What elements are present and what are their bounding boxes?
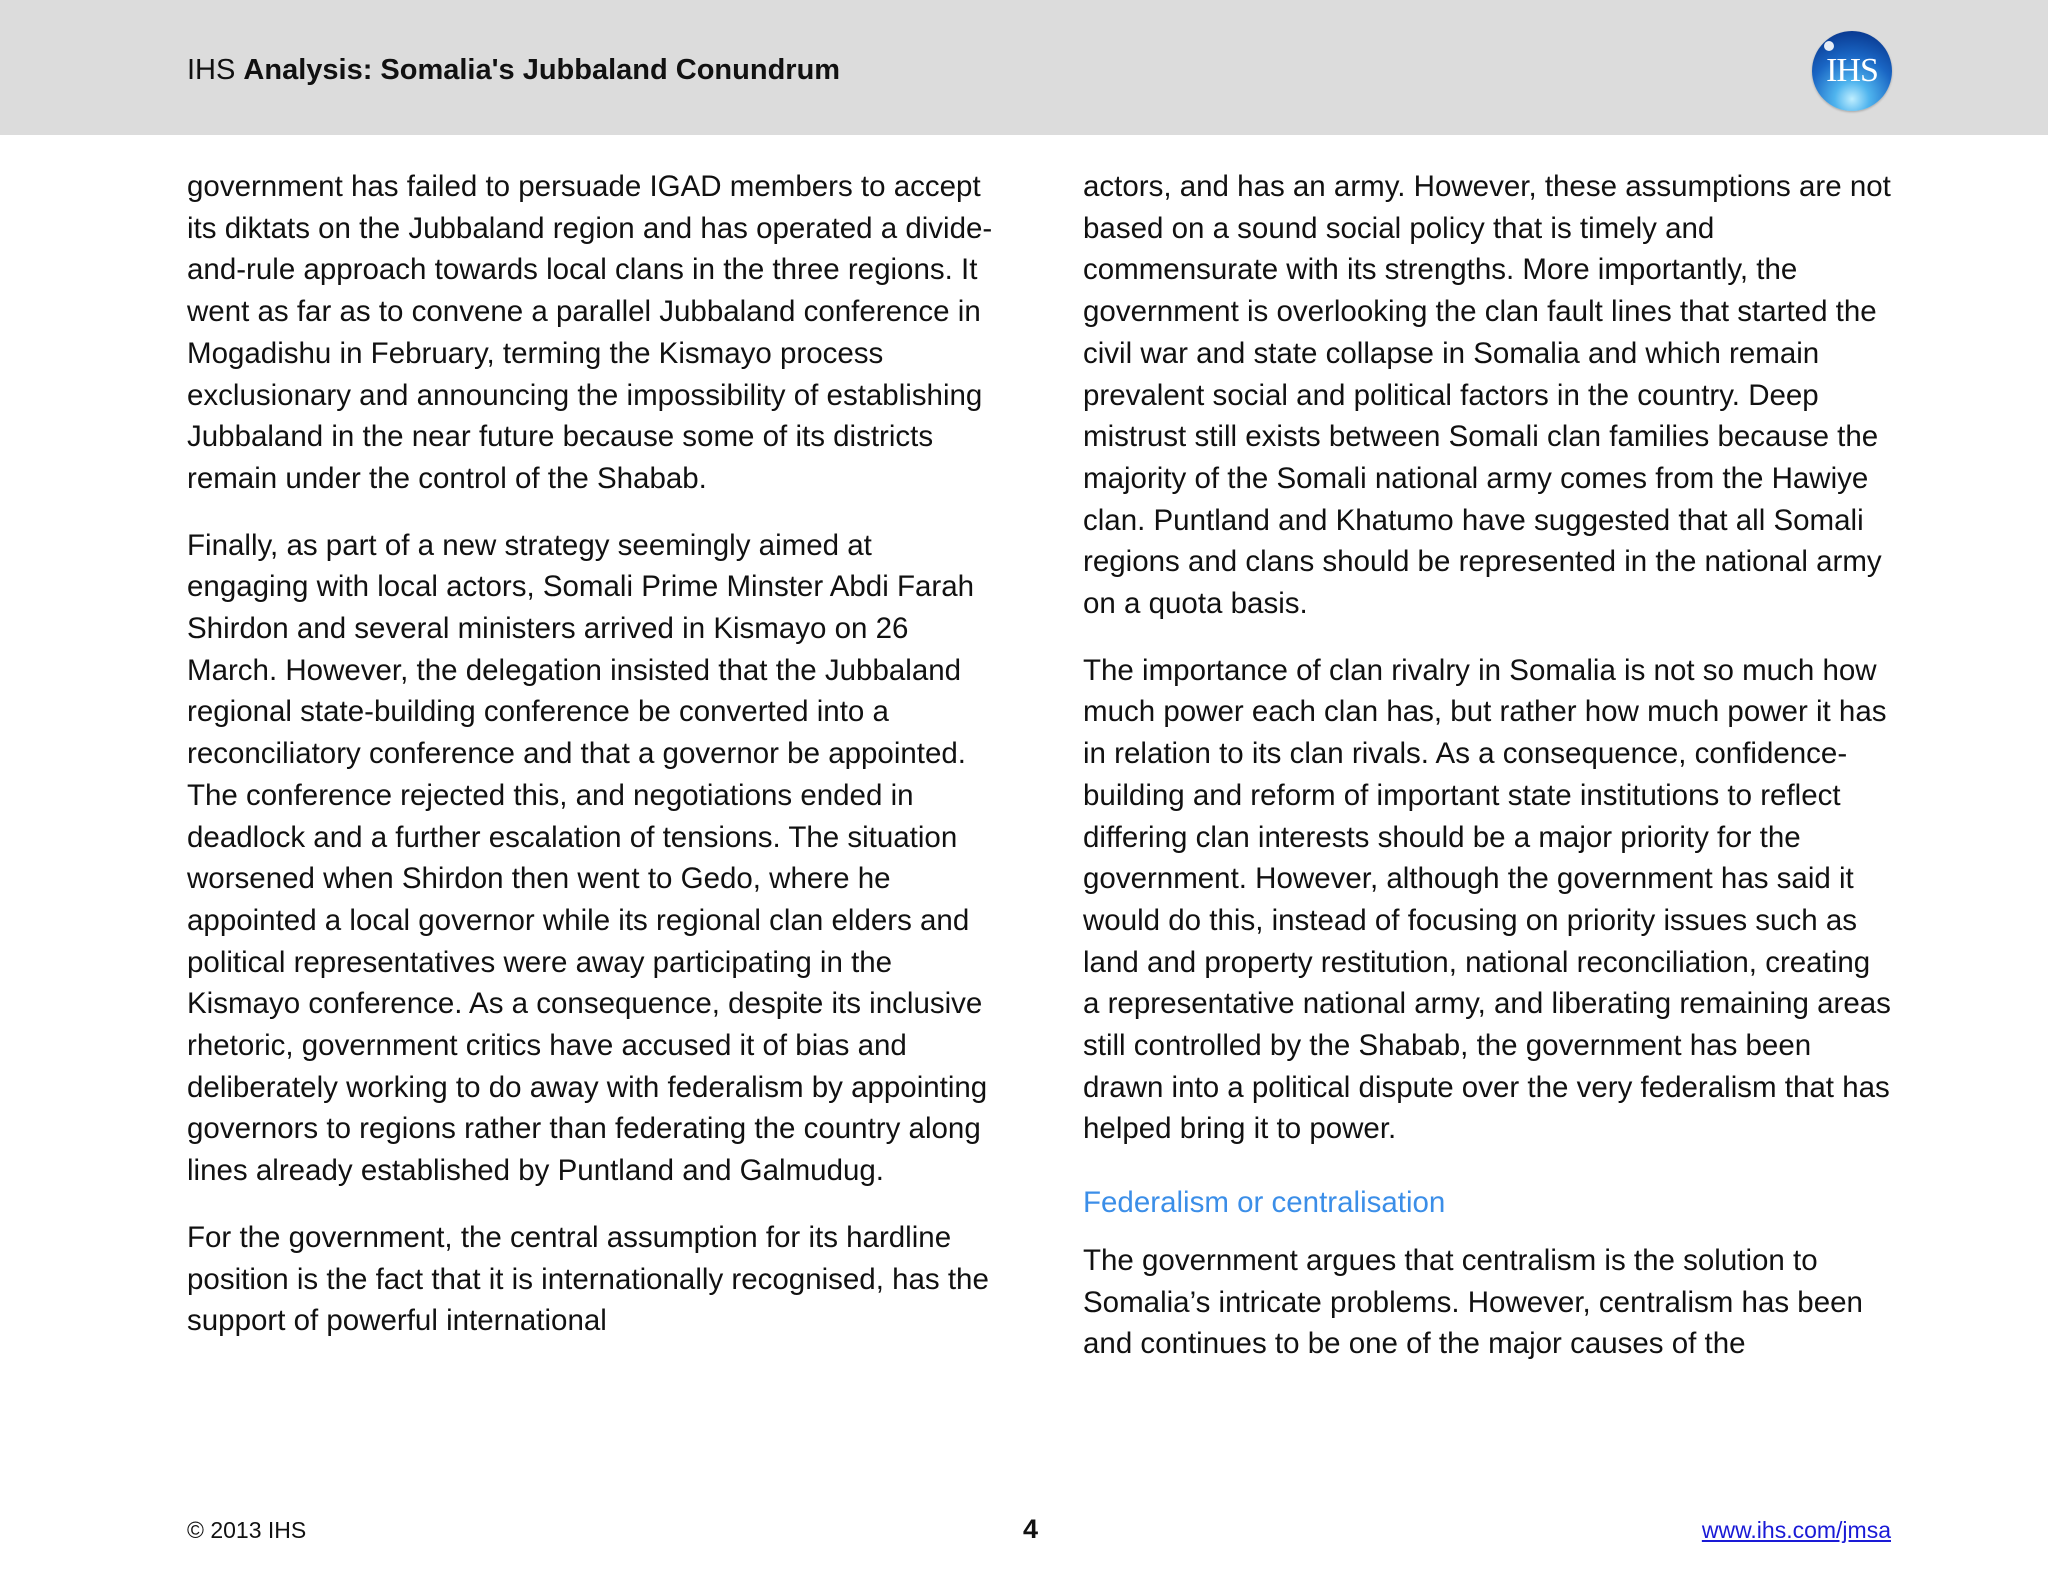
copyright: © 2013 IHS [187, 1517, 307, 1543]
website-link[interactable]: www.ihs.com/jmsa [1701, 1517, 1891, 1543]
ihs-globe-logo-icon [1812, 31, 1892, 111]
title-prefix: IHS [187, 54, 244, 86]
paragraph: government has failed to persuade IGAD members to accept its diktats on the Jubbaland region and has operated a divide-and-rule approach towards local clans in the three regions. It went as far as to convene a parallel Jubbaland conference in Mogadishu in February, terming the Kismayo process exclusionary and announcing the impossibility of establishing Jubbaland in the near future because some of its districts remain under the control of the Shabab. [187, 170, 993, 495]
paragraph: Finally, as part of a new strategy seemingly aimed at engaging with local actors, Somali Prime Minster Abdi Farah Shirdon and several ministers arrived in Kismayo on 26 March. However, the delegation insisted that the Jubbaland regional state-building conference be converted into a reconciliatory conference and that a governor be appointed. The conference rejected this, and negotiations ended in deadlock and a further escalation of tensions. The situation worsened when Shirdon then went to Gedo, where he appointed a local governor while its regional clan elders and political representatives were away participating in the Kismayo conference. As a consequence, despite its inclusive rhetoric, government critics have accused it of bias and deliberately working to do away with federalism by appointing governors to regions rather than federating the country along lines already established by Puntland and Galmudug. [187, 528, 988, 1188]
paragraph: The government argues that centralism is the solution to Somalia’s intricate problems. However, centralism has been and continues to be one of the major causes of the [1083, 1243, 1863, 1361]
paragraph: For the government, the central assumption for its hardline position is the fact that it is internationally recognised, has the support of powerful international [187, 1220, 989, 1338]
paragraph: actors, and has an army. However, these assumptions are not based on a sound social policy that is timely and commensurate with its strengths. More importantly, the government is overlooking the clan fault lines that started the civil war and state collapse in Somalia and which remain prevalent social and political factors in the country. Deep mistrust still exists between Somali clan families because the majority of the Somali national army comes from the Hawiye clan. Puntland and Khatumo have suggested that all Somali regions and clans should be represented in the national army on a quota basis. [1083, 170, 1891, 621]
page-footer [187, 1512, 1891, 1548]
left-column [187, 166, 997, 1367]
section-heading: Federalism or centralisation [1083, 1186, 1446, 1220]
page-number: 4 [1023, 1514, 1039, 1544]
page-header [0, 0, 2048, 135]
title-bold: Analysis: Somalia's Jubbaland Conundrum [243, 54, 841, 86]
paragraph: The importance of clan rivalry in Somalia is not so much how much power each clan has, but rather how much power it has in relation to its clan rivals. As a consequence, confidence-building and reform of important state institutions to reflect differing clan interests should be a major priority for the government. However, although the government has said it would do this, instead of focusing on priority issues such as land and property restitution, national reconciliation, creating a representative national army, and liberating remaining areas still controlled by the Shabab, the government has been drawn into a political dispute over the very federalism that has helped bring it to power. [1083, 653, 1891, 1146]
logo-shine [1824, 41, 1834, 51]
right-column [1083, 166, 1893, 1390]
document-title [187, 52, 840, 88]
logo-text: IHS [1826, 52, 1878, 89]
